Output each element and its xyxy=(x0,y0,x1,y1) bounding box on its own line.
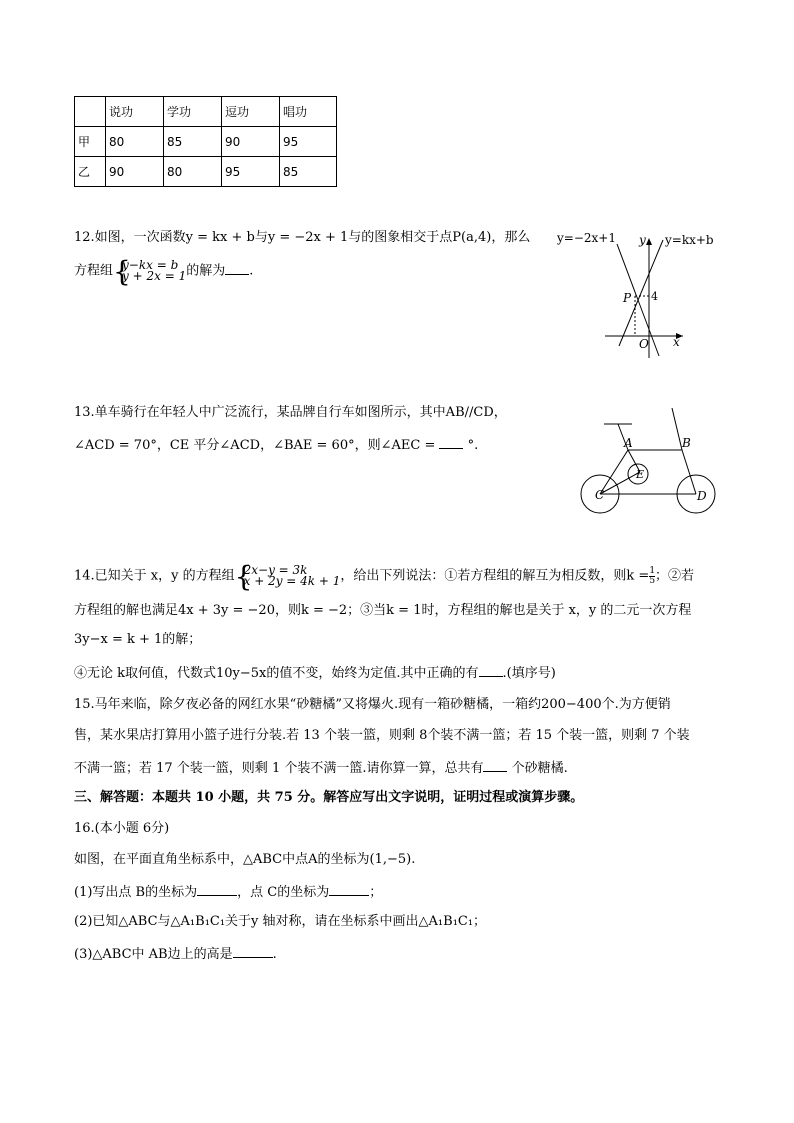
q16-part3-text: (3)△ABC中 AB边上的高是 xyxy=(74,947,233,962)
handle-post xyxy=(672,408,682,450)
q16-part2: (2)已知△ABC与△A₁B₁C₁关于y 轴对称，请在坐标系中画出△A₁B₁C₁； xyxy=(74,914,487,929)
q16-part3 xyxy=(74,945,277,963)
table-cell: 90 xyxy=(222,127,280,157)
label-o: O xyxy=(639,337,649,351)
q12-line2 xyxy=(74,255,254,288)
q12-eq2: y + 2x = 1 xyxy=(122,269,187,283)
q12-suffix: 的解为 xyxy=(186,263,226,279)
q13-text: ∠ACD = 70°，CE 平分∠ACD，∠BAE = 60°，则∠AEC = xyxy=(74,438,436,453)
q16-intro: 如图，在平面直角坐标系中，△ABC中点A的坐标为(1,−5). xyxy=(74,852,416,867)
q14-statement-4: ④无论 k取何值，代数式10y−5x的值不变，始终为定值.其中正确的有 xyxy=(74,666,479,681)
q14-eq2: x + 2y = 4k + 1 xyxy=(243,574,341,588)
q16-part3-end: . xyxy=(272,947,277,962)
q14-prefix: 14.已知关于 x，y 的方程组 xyxy=(74,568,235,584)
q12-line1: 12.如图，一次函数y = kx + b与y = −2x + 1与的图象相交于点P(a,4)，那么 xyxy=(74,230,531,245)
q16-part1-text: (1)写出点 B的坐标为 xyxy=(74,885,198,900)
q14-line4 xyxy=(74,664,556,682)
q16-b-coordinate-blank[interactable] xyxy=(197,883,237,896)
table-cell: 甲 xyxy=(75,127,106,157)
table-cell: 85 xyxy=(280,157,337,187)
q14-equation-system xyxy=(234,560,341,593)
label-line-2: y=kx+b xyxy=(665,233,714,247)
table-cell: 85 xyxy=(164,127,222,157)
q16-part1-end: ； xyxy=(369,885,383,900)
label-4: 4 xyxy=(651,290,658,303)
brace-icon: { xyxy=(234,560,253,593)
q14-line3: 3y−x = k + 1的解； xyxy=(74,632,202,647)
label-b: B xyxy=(682,436,691,450)
brace-icon: { xyxy=(113,255,131,288)
q15-end: 个砂糖橘. xyxy=(511,761,568,776)
fraction-numerator: 1 xyxy=(649,565,656,576)
table-header-cell: 唱功 xyxy=(280,97,337,127)
segment-ca xyxy=(600,450,628,494)
q16-part1 xyxy=(74,883,382,901)
q16-c-coordinate-blank[interactable] xyxy=(329,883,369,896)
q14-line1 xyxy=(74,560,695,593)
table-cell: 乙 xyxy=(75,157,106,187)
table-header-cell: 说功 xyxy=(106,97,164,127)
q13-bicycle-figure xyxy=(578,402,726,522)
q16-part1-text2: ，点 C的坐标为 xyxy=(237,885,330,900)
score-table xyxy=(74,96,337,187)
q12-function-graph xyxy=(555,228,745,363)
q14-end: .(填序号) xyxy=(502,666,556,681)
label-d: D xyxy=(697,489,707,503)
label-e: E xyxy=(636,468,645,481)
q14-answer-blank[interactable] xyxy=(479,664,503,677)
table-cell: 80 xyxy=(164,157,222,187)
y-axis-arrow-icon xyxy=(646,238,652,245)
q12-answer-blank[interactable] xyxy=(225,262,249,275)
q14-after-fraction: ；②若 xyxy=(655,568,695,584)
label-c: C xyxy=(595,488,605,502)
label-a: A xyxy=(624,436,633,450)
q13-line1: 13.单车骑行在年轻人中广泛流行，某品牌自行车如图所示，其中AB//CD， xyxy=(74,405,507,420)
q16-height-blank[interactable] xyxy=(233,945,273,958)
q13-end: °. xyxy=(467,438,479,453)
q15-line2: 售，某水果店打算用小篮子进行分装.若 13 个装一篮，则剩 8个装不满一篮；若 15 个装一篮，则剩 7 个装 xyxy=(74,728,690,743)
table-header-cell xyxy=(75,97,106,127)
segment-bd xyxy=(682,450,696,494)
q15-answer-blank[interactable] xyxy=(483,759,507,772)
section-3-heading: 三、解答题：本题共 10 小题，共 75 分。解答应写出文字说明，证明过程或演算步骤。 xyxy=(74,790,584,805)
q15-text: 不满一篮；若 17 个装一篮，则剩 1 个装不满一篮.请你算一算，总共有 xyxy=(74,761,484,776)
q12-eq1: y−kx = b xyxy=(122,258,179,272)
q13-answer-blank[interactable] xyxy=(439,436,463,449)
q15-line3 xyxy=(74,759,568,777)
fraction-denominator: 5 xyxy=(649,575,656,586)
q14-line2: 方程组的解也满足4x + 3y = −20，则k = −2；③当k = 1时，方程组的解也是关于 x，y 的二元一次方程 xyxy=(74,603,692,618)
table-header-cell: 逗功 xyxy=(222,97,280,127)
table-row xyxy=(75,157,337,187)
table-header-row xyxy=(75,97,337,127)
label-p: P xyxy=(623,291,632,305)
label-line-1: y=−2x+1 xyxy=(557,231,616,245)
label-y: y xyxy=(639,233,646,247)
table-row xyxy=(75,127,337,157)
q15-line1: 15.马年来临，除夕夜必备的网红水果“砂糖橘”又将爆火.现有一箱砂糖橘，一箱约200−400个.为方便销 xyxy=(74,697,671,712)
label-x: x xyxy=(673,335,680,349)
table-cell: 95 xyxy=(222,157,280,187)
table-cell: 95 xyxy=(280,127,337,157)
q12-prefix: 方程组 xyxy=(74,263,114,279)
table-cell: 80 xyxy=(106,127,164,157)
q16-title: 16.(本小题 6分) xyxy=(74,821,170,836)
q14-statement-1: ，给出下列说法：①若方程组的解互为相反数，则k = xyxy=(340,568,650,584)
table-header-cell: 学功 xyxy=(164,97,222,127)
table-cell: 90 xyxy=(106,157,164,187)
q12-end: . xyxy=(249,263,254,279)
q13-line2 xyxy=(74,436,478,454)
q12-equation-system xyxy=(113,255,187,288)
q14-eq1: 2x−y = 3k xyxy=(243,563,308,577)
